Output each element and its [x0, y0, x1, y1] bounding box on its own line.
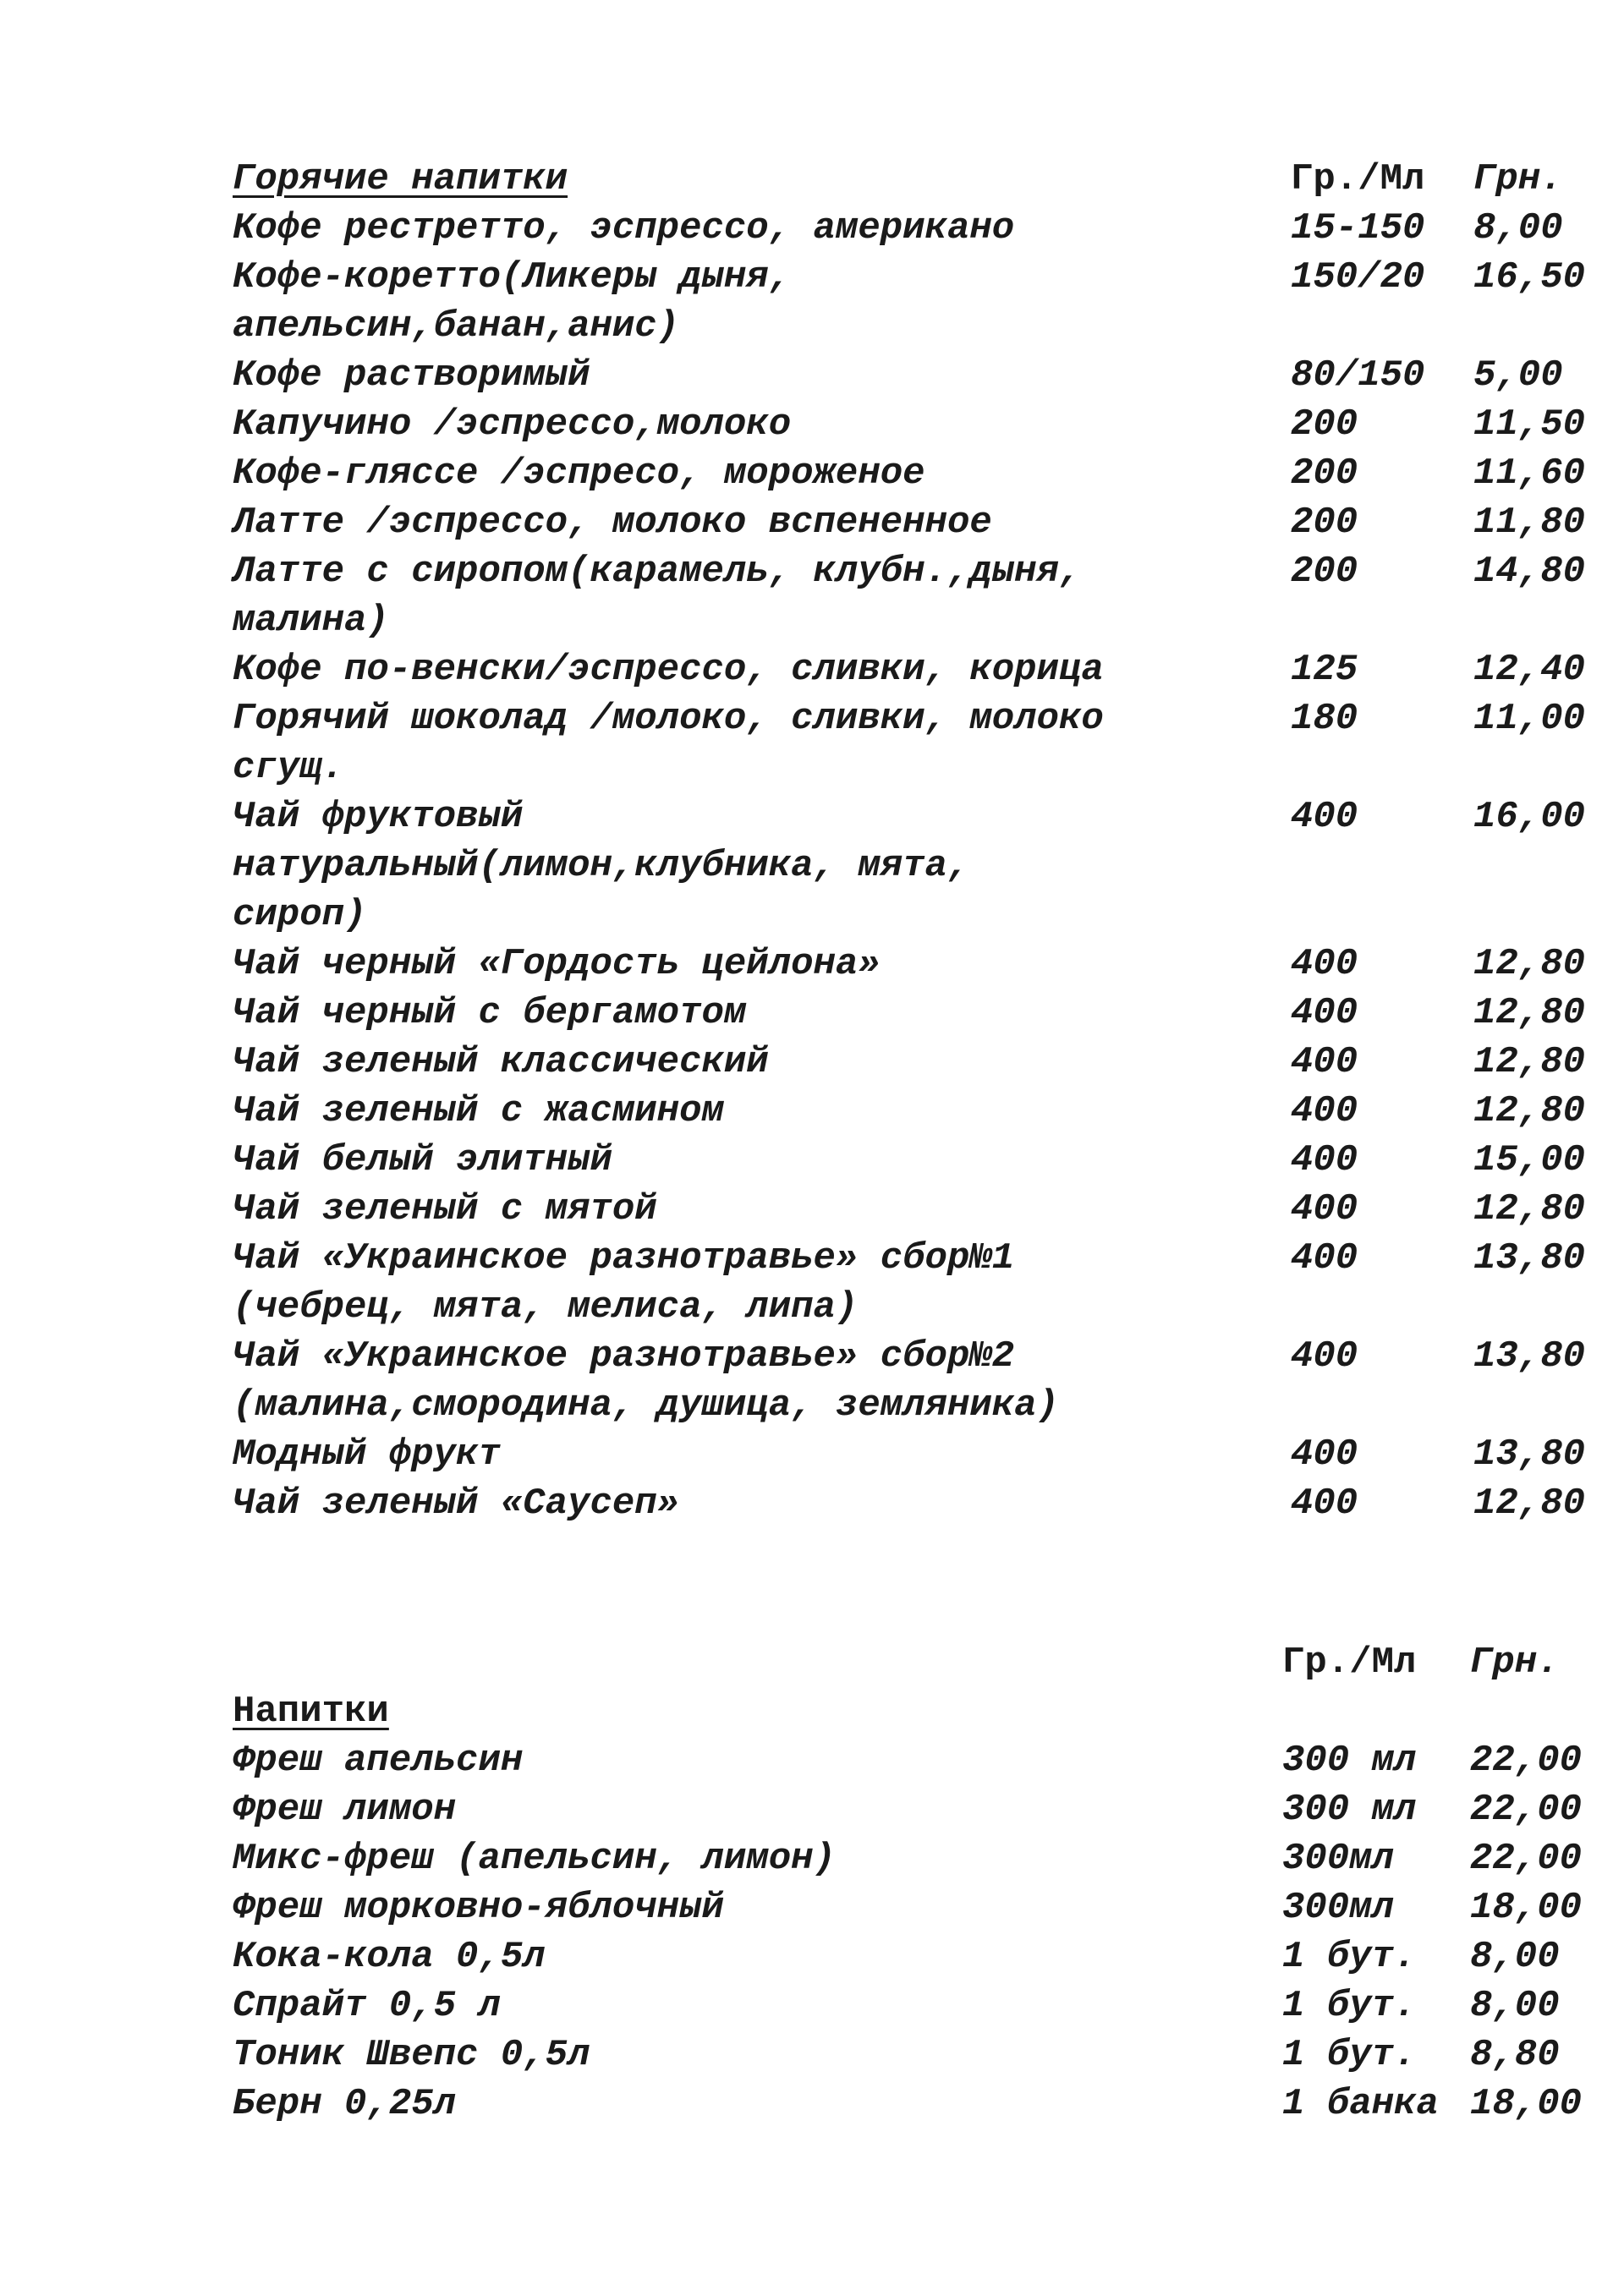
menu-item-row: [0, 449, 1624, 498]
menu-item-continuation: [0, 596, 1624, 645]
item-price: 12,80: [1473, 1482, 1586, 1525]
menu-item-row: [0, 253, 1624, 302]
item-volume: 400: [1291, 1482, 1358, 1525]
item-name: Кофе растворимый: [233, 354, 590, 397]
drinks-title: Напитки: [233, 1690, 389, 1733]
item-name: Кока-кола 0,5л: [233, 1936, 546, 1978]
item-name: (чебрец, мята, мелиса, липа): [233, 1286, 859, 1329]
item-name: Латте с сиропом(карамель, клубн.,дыня,: [233, 551, 1082, 593]
menu-item-row: [0, 645, 1624, 694]
menu-item-row: [0, 1332, 1624, 1381]
menu-item-row: [0, 400, 1624, 449]
item-volume: 400: [1291, 1090, 1358, 1132]
item-price: 22,00: [1470, 1838, 1583, 1880]
item-price: 8,00: [1470, 1936, 1560, 1978]
item-name: сгущ.: [233, 747, 345, 789]
item-name: Чай черный «Гордость цейлона»: [233, 943, 881, 985]
item-volume: 300 мл: [1282, 1740, 1417, 1782]
item-name: Берн 0,25л: [233, 2083, 457, 2125]
item-volume: 300мл: [1282, 1838, 1395, 1880]
item-price: 11,80: [1473, 501, 1586, 544]
item-volume: 200: [1291, 551, 1358, 593]
item-name: Чай белый элитный: [233, 1139, 612, 1181]
item-volume: 125: [1291, 649, 1358, 691]
price-column-header: Грн.: [1473, 158, 1563, 200]
item-name: (малина,смородина, душица, земляника): [233, 1384, 1059, 1427]
menu-item-row: [0, 1981, 1624, 2030]
item-name: Горячий шоколад /молоко, сливки, молоко: [233, 698, 1104, 740]
item-name: Кофе-коретто(Ликеры дыня,: [233, 256, 792, 299]
item-volume: 400: [1291, 1335, 1358, 1378]
item-name: Чай зеленый классический: [233, 1041, 769, 1083]
item-volume: 15-150: [1291, 207, 1425, 249]
item-name: Чай зеленый с мятой: [233, 1188, 657, 1230]
item-price: 18,00: [1470, 2083, 1583, 2125]
menu-item-continuation: [0, 1283, 1624, 1332]
item-volume: 80/150: [1291, 354, 1425, 397]
item-price: 12,80: [1473, 1041, 1586, 1083]
menu-item-row: [0, 2030, 1624, 2080]
item-name: малина): [233, 600, 389, 642]
menu-item-continuation: [0, 1381, 1624, 1430]
item-name: Чай черный с бергамотом: [233, 992, 747, 1034]
menu-item-row: [0, 1785, 1624, 1834]
item-name: натуральный(лимон,клубника, мята,: [233, 845, 970, 887]
hot-drinks-list: [0, 204, 1624, 1528]
item-price: 13,80: [1473, 1237, 1586, 1280]
item-volume: 400: [1291, 992, 1358, 1034]
menu-item-row: [0, 2080, 1624, 2129]
item-name: Чай «Украинское разнотравье» сбор№2: [233, 1335, 1015, 1378]
item-name: Микс-фреш (апельсин, лимон): [233, 1838, 836, 1880]
price-column-header: Грн.: [1470, 1641, 1560, 1684]
item-volume: 200: [1291, 452, 1358, 495]
drinks-column-headers: [0, 1638, 1624, 1687]
item-name: Фреш апельсин: [233, 1740, 524, 1782]
item-name: Кофе по-венски/эспрессо, сливки, корица: [233, 649, 1104, 691]
item-volume: 400: [1291, 1433, 1358, 1476]
menu-item-continuation: [0, 841, 1624, 890]
volume-column-header: Гр./Мл: [1282, 1641, 1417, 1684]
item-price: 8,00: [1470, 1985, 1560, 2027]
menu-item-continuation: [0, 743, 1624, 792]
item-name: Кофе рестретто, эспрессо, американо: [233, 207, 1015, 249]
item-name: Фреш лимон: [233, 1789, 457, 1831]
item-price: 11,00: [1473, 698, 1586, 740]
menu-item-row: [0, 792, 1624, 841]
item-price: 22,00: [1470, 1740, 1583, 1782]
item-volume: 400: [1291, 1237, 1358, 1280]
item-price: 8,80: [1470, 2034, 1560, 2076]
item-price: 5,00: [1473, 354, 1563, 397]
hot-drinks-header: [0, 155, 1624, 204]
item-name: Латте /эспрессо, молоко вспененное: [233, 501, 992, 544]
menu-item-row: [0, 498, 1624, 547]
item-name: Капучино /эспрессо,молоко: [233, 403, 792, 446]
item-name: Чай зеленый с жасмином: [233, 1090, 724, 1132]
item-price: 12,80: [1473, 943, 1586, 985]
menu-item-row: [0, 1136, 1624, 1185]
volume-column-header: Гр./Мл: [1291, 158, 1425, 200]
item-price: 18,00: [1470, 1887, 1583, 1929]
menu-item-row: [0, 1038, 1624, 1087]
item-price: 14,80: [1473, 551, 1586, 593]
item-volume: 180: [1291, 698, 1358, 740]
menu-item-row: [0, 694, 1624, 743]
menu-item-row: [0, 1834, 1624, 1883]
menu-item-row: [0, 1479, 1624, 1528]
item-volume: 1 банка: [1282, 2083, 1439, 2125]
item-volume: 200: [1291, 501, 1358, 544]
menu-item-row: [0, 1234, 1624, 1283]
item-price: 16,00: [1473, 796, 1586, 838]
item-price: 15,00: [1473, 1139, 1586, 1181]
menu-item-row: [0, 1932, 1624, 1981]
menu-item-row: [0, 989, 1624, 1038]
item-volume: 400: [1291, 943, 1358, 985]
drinks-list: [0, 1736, 1624, 2129]
item-name: Тоник Швепс 0,5л: [233, 2034, 590, 2076]
item-price: 11,50: [1473, 403, 1586, 446]
item-volume: 400: [1291, 1139, 1358, 1181]
item-volume: 1 бут.: [1282, 1985, 1417, 2027]
item-volume: 300 мл: [1282, 1789, 1417, 1831]
menu-item-row: [0, 547, 1624, 596]
item-price: 16,50: [1473, 256, 1586, 299]
menu-item-continuation: [0, 302, 1624, 351]
menu-item-row: [0, 1185, 1624, 1234]
menu-item-row: [0, 1087, 1624, 1136]
item-volume: 400: [1291, 1188, 1358, 1230]
item-name: Чай «Украинское разнотравье» сбор№1: [233, 1237, 1015, 1280]
item-name: Чай фруктовый: [233, 796, 524, 838]
item-name: апельсин,банан,анис): [233, 305, 680, 348]
drinks-section: [0, 1638, 1624, 2129]
item-price: 11,60: [1473, 452, 1586, 495]
item-price: 8,00: [1473, 207, 1563, 249]
item-volume: 400: [1291, 1041, 1358, 1083]
item-price: 12,80: [1473, 1090, 1586, 1132]
item-name: Чай зеленый «Саусеп»: [233, 1482, 680, 1525]
item-price: 13,80: [1473, 1433, 1586, 1476]
menu-item-row: [0, 1883, 1624, 1932]
item-volume: 150/20: [1291, 256, 1425, 299]
menu-item-row: [0, 351, 1624, 400]
item-name: Модный фрукт: [233, 1433, 501, 1476]
item-volume: 300мл: [1282, 1887, 1395, 1929]
drinks-title-row: [0, 1687, 1624, 1736]
menu-item-continuation: [0, 890, 1624, 940]
item-volume: 200: [1291, 403, 1358, 446]
item-volume: 1 бут.: [1282, 2034, 1417, 2076]
hot-drinks-section: [0, 155, 1624, 1528]
hot-drinks-title: Горячие напитки: [233, 158, 568, 200]
item-price: 12,80: [1473, 1188, 1586, 1230]
item-price: 12,80: [1473, 992, 1586, 1034]
item-name: сироп): [233, 894, 367, 936]
item-name: Спрайт 0,5 л: [233, 1985, 501, 2027]
item-price: 13,80: [1473, 1335, 1586, 1378]
item-name: Фреш морковно-яблочный: [233, 1887, 724, 1929]
item-price: 12,40: [1473, 649, 1586, 691]
item-volume: 1 бут.: [1282, 1936, 1417, 1978]
item-name: Кофе-гляссе /эспресо, мороженое: [233, 452, 925, 495]
menu-item-row: [0, 1430, 1624, 1479]
item-price: 22,00: [1470, 1789, 1583, 1831]
item-volume: 400: [1291, 796, 1358, 838]
menu-item-row: [0, 1736, 1624, 1785]
menu-item-row: [0, 940, 1624, 989]
menu-item-row: [0, 204, 1624, 253]
